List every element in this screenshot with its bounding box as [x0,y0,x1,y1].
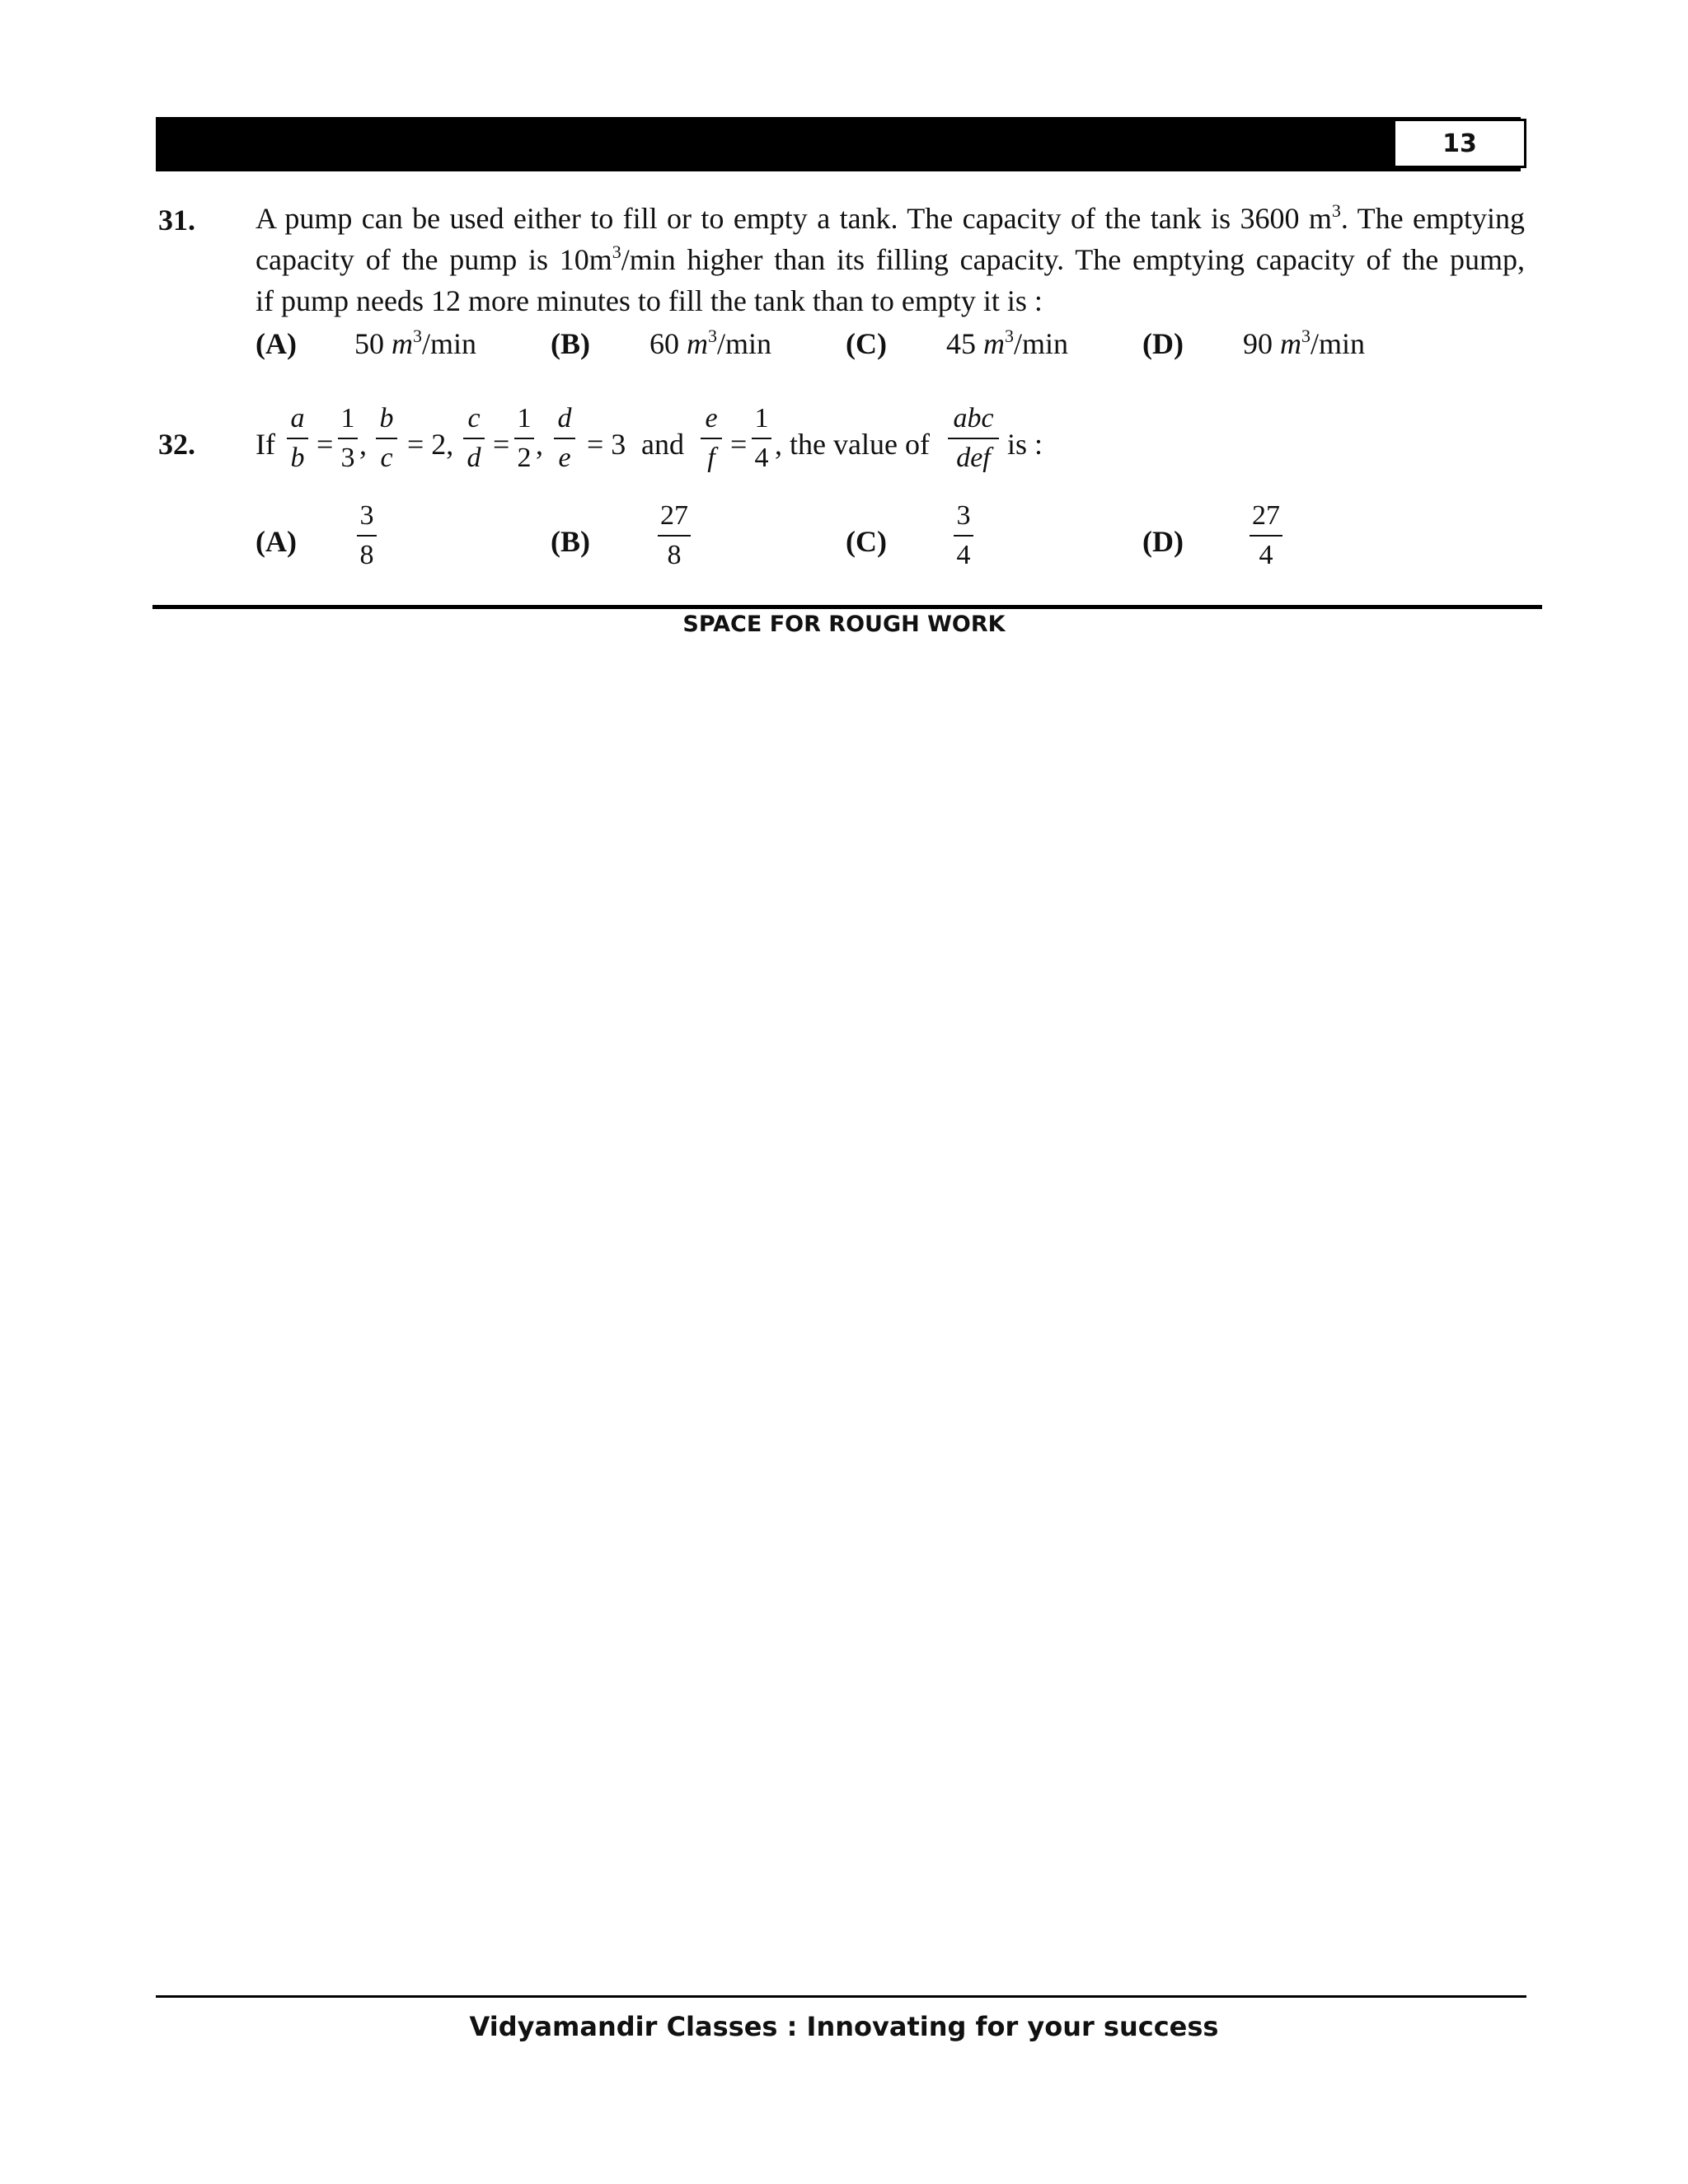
footer-tagline: Vidyamandir Classes : Innovating for your success [469,2011,1219,2042]
question-31-line-2: capacity of the pump is $10m^3/\min$ higher than its filling capacity. The emptying capacity of the pump, [256,241,1525,276]
q31-option-a-value: 50 $m^3/\min$ [354,326,477,360]
fraction-c-over-d: c d [462,402,486,475]
q32-eq-3: = [493,428,510,461]
fraction-abc-over-def: abc def [946,402,1001,475]
q31-option-c-value: 45 $m^3/\min$ [946,326,1069,360]
q32-eq-5: = [730,428,748,461]
q32-option-d-label: (D) [1142,525,1184,558]
q32-option-b-fraction: 27 8 [656,499,692,572]
fraction-d-over-e: d e [552,402,577,475]
q31-option-a-label: (A) [256,327,297,360]
q31-option-d-label: (D) [1142,327,1184,360]
q32-option-c-label: (C) [846,525,887,558]
fraction-e-over-f: e f [699,402,724,475]
fraction-one-quarter: 1 4 [750,402,773,475]
q32-eq-4: = 3 [587,428,626,461]
q32-eq-2: = 2, [407,428,454,461]
question-31-line-3: if pump needs 12 more minutes to fill the tank than to empty it is : [256,284,1043,317]
q32-comma-1: , [359,428,367,461]
header-bar [156,117,1521,171]
q32-value-of: , the value of [775,428,930,461]
q32-is: is : [1007,428,1043,461]
q31-option-b-label: (B) [551,327,590,360]
q31-option-d-value: 90 $m^3/\min$ [1243,326,1366,360]
footer-divider [156,1995,1526,1998]
q32-comma-2: , [536,428,543,461]
question-32-number: 32. [158,428,195,461]
question-31-number: 31. [158,204,195,237]
question-31-line-1: A pump can be used either to fill or to empty a tank. The capacity of the tank is 3600 $m^3$. The emptying [256,200,1525,235]
q31-option-c-label: (C) [846,327,887,360]
fraction-a-over-b: a b [285,402,310,475]
fraction-one-third: 1 3 [336,402,359,475]
q32-option-a-fraction: 3 8 [354,499,379,572]
rough-work-divider [152,605,1542,609]
q32-eq-1: = [316,428,334,461]
fraction-b-over-c: b c [374,402,399,475]
q31-option-b-value: 60 $m^3/\min$ [649,326,772,360]
q32-option-c-fraction: 3 4 [951,499,976,572]
question-31-text [256,198,1525,321]
rough-work-heading: SPACE FOR ROUGH WORK [682,612,1006,637]
page-number: 13 [1393,119,1526,168]
fraction-one-half: 1 2 [513,402,536,475]
q32-option-d-fraction: 27 4 [1248,499,1284,572]
q32-option-b-label: (B) [551,525,590,558]
q32-and: and [641,428,684,461]
q32-option-a-label: (A) [256,525,297,558]
q32-if: If [256,428,275,461]
